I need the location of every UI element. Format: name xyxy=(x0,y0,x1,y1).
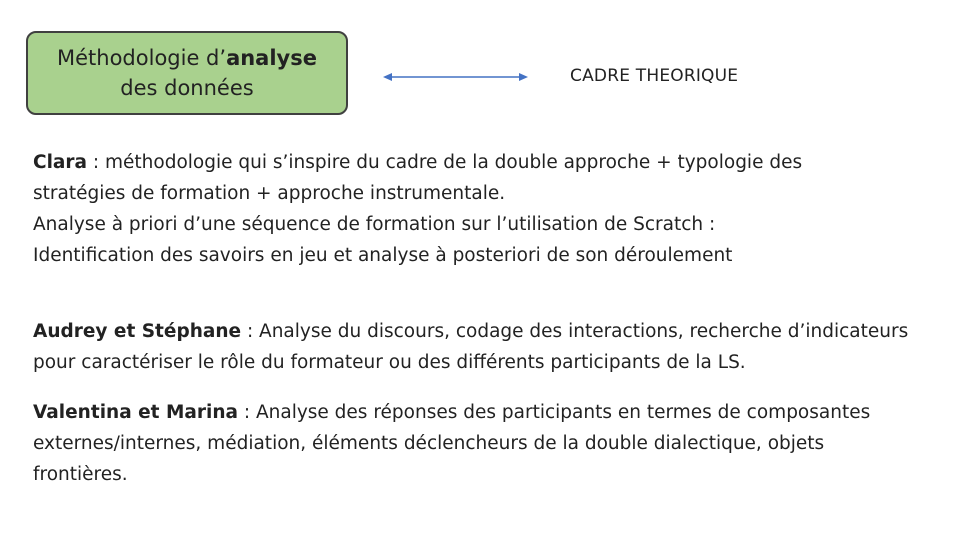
title-line-2: des données xyxy=(120,76,254,100)
double-arrow-icon xyxy=(383,70,528,84)
text-line: pour caractériser le rôle du formateur ou des différents participants de la LS. xyxy=(33,352,746,373)
text-line: frontières. xyxy=(33,464,128,485)
methodology-title-box xyxy=(26,31,348,115)
text-line xyxy=(33,397,943,428)
text-line xyxy=(33,147,943,178)
participant-name: Clara xyxy=(33,152,88,173)
paragraph-valentina-marina xyxy=(33,397,943,490)
paragraph-audrey-stephane xyxy=(33,316,943,378)
title-line-1 xyxy=(57,43,317,73)
text-line: Identification des savoirs en jeu et analyse à posteriori de son déroulement xyxy=(33,245,733,266)
cadre-theorique-label: CADRE THEORIQUE xyxy=(570,66,739,86)
line-text: : méthodologie qui s’inspire du cadre de la double approche + typologie des xyxy=(87,152,803,173)
text-line: Analyse à priori d’une séquence de formation sur l’utilisation de Scratch : xyxy=(33,214,716,235)
text-line xyxy=(33,316,943,347)
title-bold-word: analyse xyxy=(226,46,317,70)
participant-name: Valentina et Marina xyxy=(33,402,238,423)
line-text: : Analyse des réponses des participants en termes de composantes xyxy=(237,402,871,423)
text-line: stratégies de formation + approche instrumentale. xyxy=(33,183,506,204)
title-prefix: Méthodologie d’ xyxy=(57,46,227,70)
participant-name: Audrey et Stéphane xyxy=(33,321,242,342)
paragraph-clara xyxy=(33,147,943,271)
line-text: : Analyse du discours, codage des interactions, recherche d’indicateurs xyxy=(241,321,909,342)
text-line: externes/internes, médiation, éléments déclencheurs de la double dialectique, objets xyxy=(33,433,825,454)
